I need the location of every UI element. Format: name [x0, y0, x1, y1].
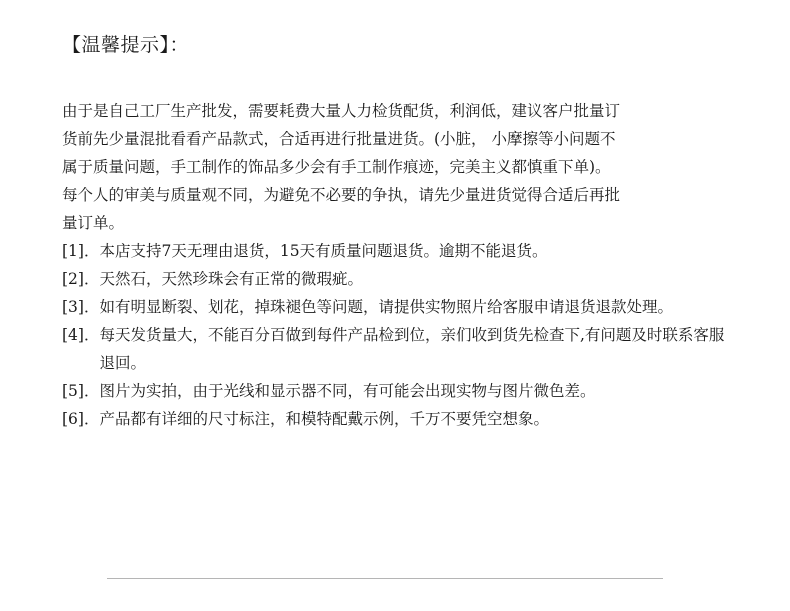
- rule-text: 如有明显断裂、划花，掉珠褪色等问题，请提供实物照片给客服申请退货退款处理。: [99, 298, 673, 316]
- rule-text: 天然石，天然珍珠会有正常的微瑕疵。: [99, 270, 363, 288]
- rule-item-4: [62, 321, 730, 377]
- rule-number: [6]．: [62, 410, 100, 428]
- intro-line: 由于是自己工厂生产批发，需要耗费大量人力检货配货，利润低，建议客户批量订: [62, 102, 621, 120]
- rule-number: [4]．: [62, 326, 100, 344]
- rule-item-2: [62, 265, 730, 293]
- rule-item-5: [62, 377, 730, 405]
- rule-number: [5]．: [62, 382, 100, 400]
- rule-item-6: [62, 405, 730, 433]
- rule-number: [1]．: [62, 242, 100, 260]
- rule-text: 产品都有详细的尺寸标注，和模特配戴示例，千万不要凭空想象。: [99, 410, 549, 428]
- rule-number: [2]．: [62, 270, 100, 288]
- notice-title: 【温馨提示】：: [62, 34, 190, 56]
- intro-line: 属于质量问题，手工制作的饰品多少会有手工制作痕迹，完美主义都慎重下单)。: [62, 158, 611, 176]
- rule-text: 图片为实拍，由于光线和显示器不同，有可能会出现实物与图片微色差。: [99, 382, 596, 400]
- intro-line: 量订单。: [62, 214, 125, 232]
- notice-body: [62, 97, 730, 433]
- rule-text: 本店支持7天无理由退货，15天有质量问题退货。逾期不能退货。: [99, 242, 548, 260]
- rule-text: 每天发货量大，不能百分百做到每件产品检到位，亲们收到货先检查下,有问题及时联系客服退回。: [99, 326, 725, 372]
- rule-number: [3]．: [62, 298, 100, 316]
- rule-item-1: [62, 237, 730, 265]
- rule-item-3: [62, 293, 730, 321]
- bottom-divider: [107, 578, 663, 579]
- intro-line: 货前先少量混批看看产品款式，合适再进行批量进货。(小脏， 小摩擦等小问题不: [62, 130, 616, 148]
- intro-line: 每个人的审美与质量观不同，为避免不必要的争执，请先少量进货觉得合适后再批: [62, 186, 621, 204]
